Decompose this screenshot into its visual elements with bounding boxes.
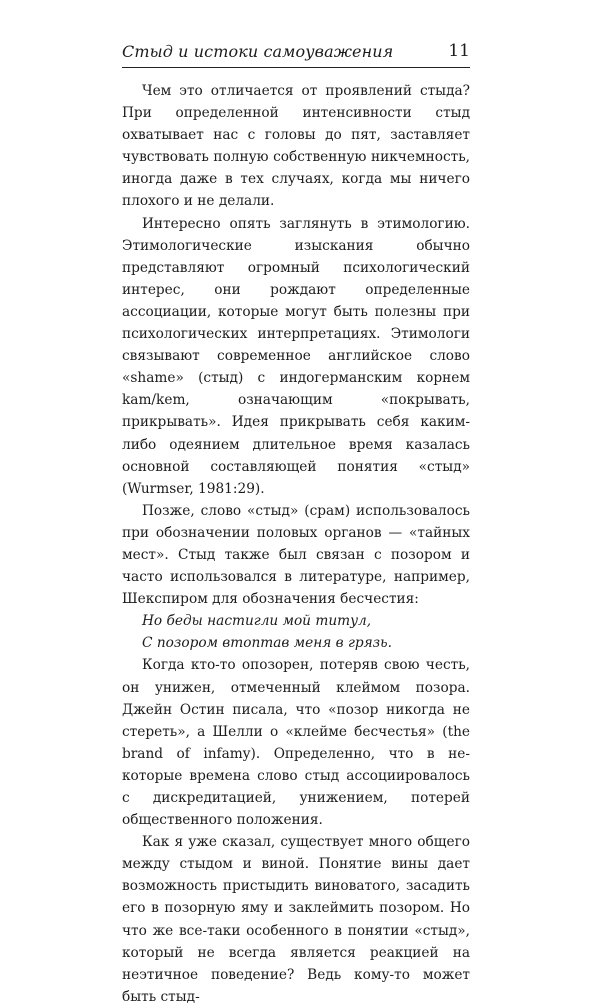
- paragraph: Чем это отличается от проявлений стыда? При определенной интенсивности стыд охватывает нас с головы до пят, заставляет чувствовать полную собственную никчемность, иногда даже в тех случаях, когда мы ничего плохого и не делали.: [122, 83, 470, 210]
- paragraph: Когда кто-то опозорен, потеряв свою честь, он унижен, отмеченный клеймом позора. Джейн Остин писала, что «позор никогда не стереть», а Шелли о «клейме бесчестья» (the brand of infamy). Определенно, что в некоторые времена слово стыд ассоциировалось с дискредитацией, унижением, потерей общественного положения.: [122, 657, 470, 829]
- verse-line: Но беды настигли мой титул,: [142, 613, 372, 630]
- header-rule: [122, 67, 470, 68]
- paragraph: Интересно опять заглянуть в этимологию. Этимологические изыскания обычно представляют огромный психологический интерес, они рождают определенные ассоциации, которые могут быть полезны при психологических интерпретациях. Этимологи связывают современное английское слово «shame» (стыд) с индогерманским корнем kam/kem, означающим «покрывать, прикрывать». Идея прикрывать себя каким-либо одеянием длительное время казалась основной составляющей понятия «стыд» (Wurmser, 1981:29).: [122, 215, 470, 497]
- verse-quote: [142, 610, 470, 654]
- page-header: [122, 40, 470, 66]
- paragraph: Как я уже сказал, существует много общего между стыдом и виной. Понятие вины дает возможность пристыдить виноватого, засадить его в позорную яму и заклеймить позором. Но что же все-таки особенного в понятии «стыд», который не всегда является реакцией на неэтичное поведение? Ведь кому-то может быть стыд-: [122, 834, 470, 1005]
- verse-line: С позором втоптав меня в грязь.: [142, 635, 392, 652]
- paragraph: Позже, слово «стыд» (срам) использовалось при обозначении половых органов — «тайных мест». Стыд также был связан с позором и часто использовался в литературе, например, Шекспиром для обозначения бесчестия:: [122, 502, 470, 608]
- page-number: 11: [448, 41, 470, 61]
- running-title: Стыд и истоки самоуважения: [122, 42, 394, 61]
- body-text: [122, 80, 470, 1008]
